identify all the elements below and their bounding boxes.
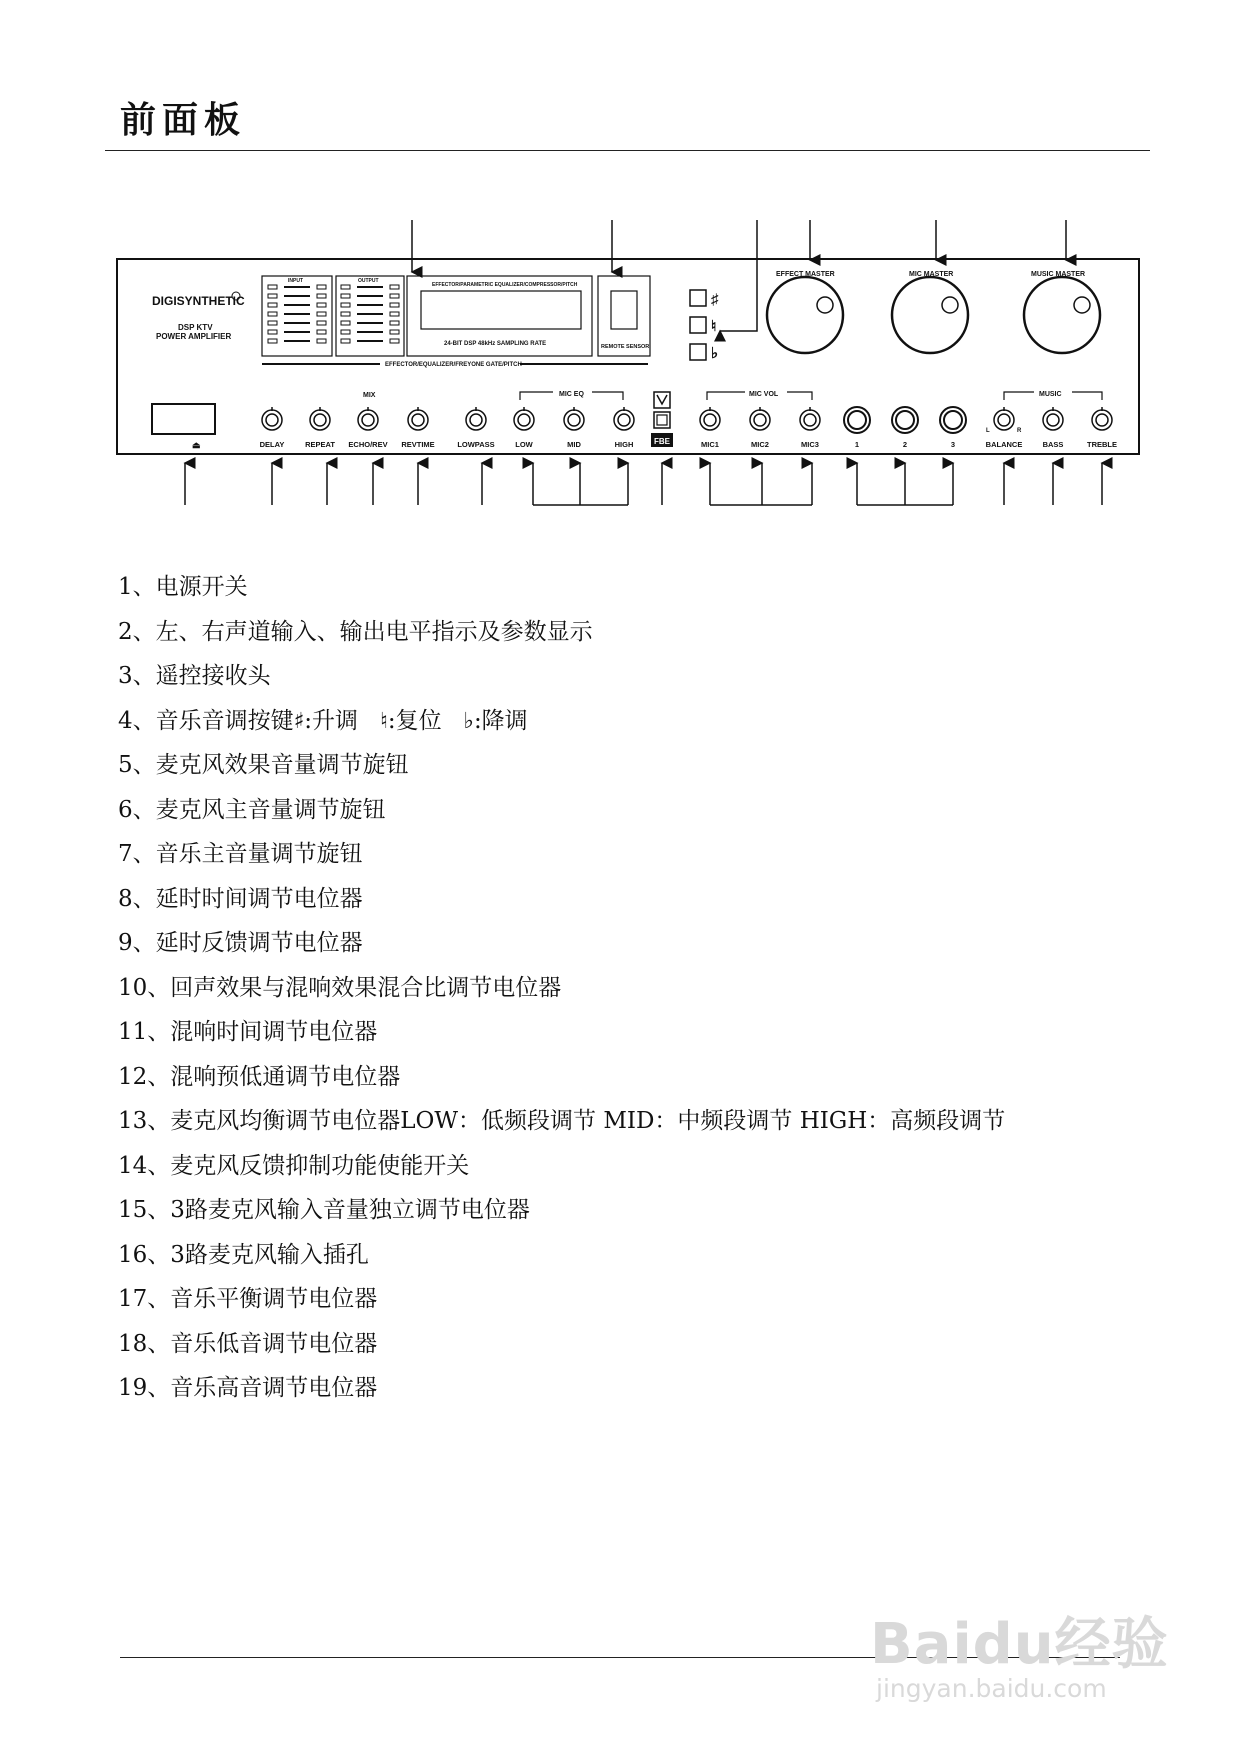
high-label: HIGH — [614, 440, 634, 449]
page-title: 前面板 — [120, 100, 247, 141]
fbe-switch[interactable] — [651, 392, 673, 447]
mid-label: MID — [567, 440, 581, 449]
list-item: 17、音乐平衡调节电位器 — [118, 1286, 378, 1312]
treble-label: TREBLE — [1087, 440, 1117, 449]
sharp-icon: ♯ — [293, 708, 305, 734]
eq-high-knob[interactable] — [614, 410, 634, 430]
svg-text:MIC MASTER: MIC MASTER — [909, 271, 954, 278]
mic3-volume-knob[interactable] — [800, 410, 820, 430]
list-item: 5、麦克风效果音量调节旋钮 — [118, 752, 409, 778]
list-item: 6、麦克风主音量调节旋钮 — [118, 796, 386, 823]
revtime-knob[interactable] — [408, 410, 428, 430]
list-item: 12、混响预低通调节电位器 — [118, 1063, 401, 1090]
treble-knob[interactable] — [1092, 410, 1112, 430]
list-item: 8、延时时间调节电位器 — [118, 885, 363, 912]
jack2-label: 2 — [902, 440, 908, 449]
effector-strip-label: EFFECTOR/EQUALIZER/FREYONE GATE/PITCH — [385, 362, 522, 368]
brand-logo: DIGISYNTHETIC — [152, 294, 245, 308]
svg-text:REMOTE SENSOR: REMOTE SENSOR — [601, 344, 650, 350]
natural-icon: ♮ — [379, 708, 388, 734]
list-item: 7、音乐主音量调节旋钮 — [118, 841, 363, 867]
list-item-pitch-keys: 4、音乐音调按键♯:升调 ♮:复位 ♭:降调 — [118, 707, 528, 734]
mic1-volume-knob[interactable] — [700, 410, 720, 430]
lcd-display — [407, 276, 592, 356]
svg-text:OUTPUT: OUTPUT — [358, 278, 379, 284]
eq-mid-knob[interactable] — [564, 410, 584, 430]
mic2-label: MIC2 — [751, 440, 769, 449]
repeat-label: REPEAT — [305, 440, 335, 449]
svg-text:EFFECTOR/PARAMETRIC EQUALIZER/: EFFECTOR/PARAMETRIC EQUALIZER/COMPRESSOR/PITCH — [432, 282, 578, 288]
model-line2: POWER AMPLIFIER — [156, 332, 232, 341]
watermark-logo: Baidu经验 — [870, 1612, 1169, 1677]
level-meters — [262, 276, 404, 356]
pitch-flat-button[interactable] — [690, 344, 706, 360]
svg-text:L: L — [986, 428, 990, 434]
revtime-label: REVTIME — [401, 440, 435, 449]
jack1-label: 1 — [854, 440, 860, 449]
lowpass-label: LOWPASS — [457, 440, 495, 449]
list-item: 9、延时反馈调节电位器 — [118, 930, 363, 956]
delay-knob[interactable] — [262, 410, 282, 430]
svg-text:EFFECT MASTER: EFFECT MASTER — [776, 271, 835, 278]
pitch-sharp-button[interactable] — [690, 290, 706, 306]
svg-text:MUSIC: MUSIC — [1039, 391, 1062, 398]
list-item: 13、麦克风均衡调节电位器LOW：低频段调节 MID：中频段调节 HIGH：高频段调节 — [118, 1108, 1006, 1134]
list-item: 1、电源开关 — [118, 574, 248, 600]
list-item: 10、回声效果与混响效果混合比调节电位器 — [118, 974, 562, 1001]
low-label: LOW — [515, 440, 533, 449]
delay-label: DELAY — [259, 440, 285, 449]
repeat-knob[interactable] — [310, 410, 330, 430]
bass-knob[interactable] — [1043, 410, 1063, 430]
flat-icon: ♭ — [711, 345, 719, 362]
lowpass-knob[interactable] — [466, 410, 486, 430]
mic-master-knob[interactable] — [892, 277, 968, 353]
list-item: 16、3路麦克风输入插孔 — [118, 1241, 369, 1268]
flat-icon: ♭ — [463, 708, 474, 734]
list-item: 14、麦克风反馈抑制功能使能开关 — [118, 1152, 470, 1179]
front-panel-diagram — [0, 180, 1240, 520]
svg-text:INPUT: INPUT — [288, 278, 303, 284]
list-item: 3、遥控接收头 — [118, 663, 271, 689]
legend-list — [118, 565, 1005, 1411]
list-item: 18、音乐低音调节电位器 — [118, 1330, 378, 1357]
mic2-volume-knob[interactable] — [750, 410, 770, 430]
music-master-knob[interactable] — [1024, 277, 1100, 353]
pitch-reset-button[interactable] — [690, 317, 706, 333]
fbe-label: FBE — [654, 437, 670, 446]
svg-text:R: R — [1017, 428, 1022, 434]
svg-text:MIX: MIX — [363, 392, 376, 399]
eq-low-knob[interactable] — [514, 410, 534, 430]
bass-label: BASS — [1042, 440, 1064, 449]
baidu-watermark — [870, 1600, 1169, 1703]
watermark-url: jingyan.baidu.com — [876, 1674, 1107, 1703]
effect-master-knob[interactable] — [767, 277, 843, 353]
sharp-icon: ♯ — [711, 291, 719, 308]
jack3-label: 3 — [950, 440, 956, 449]
balance-label: BALANCE — [985, 440, 1023, 449]
remote-sensor — [598, 276, 650, 356]
top-rule — [105, 150, 1150, 151]
list-item: 19、音乐高音调节电位器 — [118, 1375, 378, 1401]
balance-knob[interactable] — [994, 410, 1014, 430]
list-item: 2、左、右声道输入、输出电平指示及参数显示 — [118, 618, 593, 645]
mic3-label: MIC3 — [801, 440, 819, 449]
power-switch[interactable] — [152, 404, 215, 434]
svg-text:MIC EQ: MIC EQ — [559, 391, 584, 398]
echo-rev-label: ECHO/REV — [348, 440, 388, 449]
echo-rev-knob[interactable] — [358, 410, 378, 430]
pitch-keys — [690, 290, 719, 362]
model-line1: DSP KTV — [178, 323, 213, 332]
power-icon: ⏏ — [192, 440, 201, 450]
svg-text:MUSIC MASTER: MUSIC MASTER — [1031, 271, 1086, 278]
list-item: 15、3路麦克风输入音量独立调节电位器 — [118, 1197, 530, 1223]
mic1-label: MIC1 — [701, 440, 719, 449]
svg-text:24-BIT DSP 48kHz SAMPLING RATE: 24-BIT DSP 48kHz SAMPLING RATE — [444, 341, 547, 347]
list-item: 11、混响时间调节电位器 — [118, 1019, 378, 1045]
natural-icon: ♮ — [711, 318, 717, 335]
svg-text:MIC VOL: MIC VOL — [749, 391, 779, 398]
